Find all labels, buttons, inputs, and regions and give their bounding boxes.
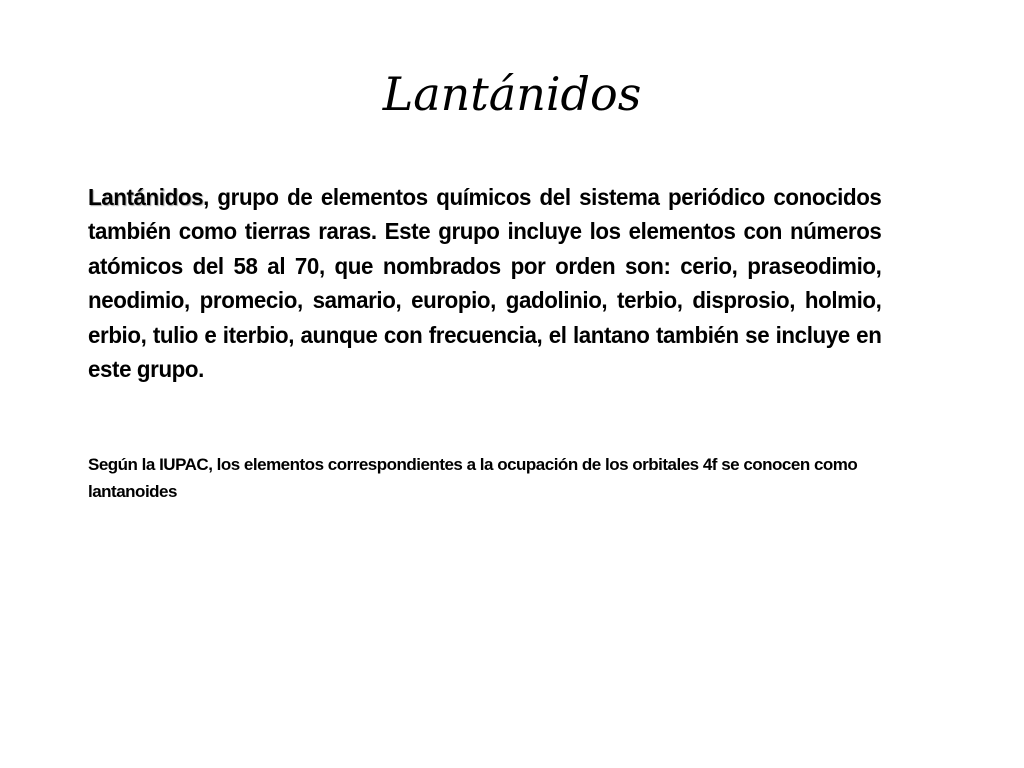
- iupac-note: Según la IUPAC, los elementos correspondientes a la ocupación de los orbitales 4f se conocen como lantanoides: [88, 455, 858, 501]
- slide-title: Lantánidos: [382, 67, 642, 121]
- definition-term: Lantánidos: [88, 184, 204, 210]
- definition-text: , grupo de elementos químicos del sistema periódico conocidos también como tierras raras. Este grupo incluye los elementos con números atómicos del 58 al 70, que nombrados por orden son: cerio, praseodimio, neodimio, promecio, samario, europio, gadolinio, terbio, disprosio, holmio, erbio, tulio e iterbio, aunque con frecuencia, el lantano también se incluye en este grupo.: [88, 184, 882, 383]
- definition-paragraph: [88, 180, 881, 386]
